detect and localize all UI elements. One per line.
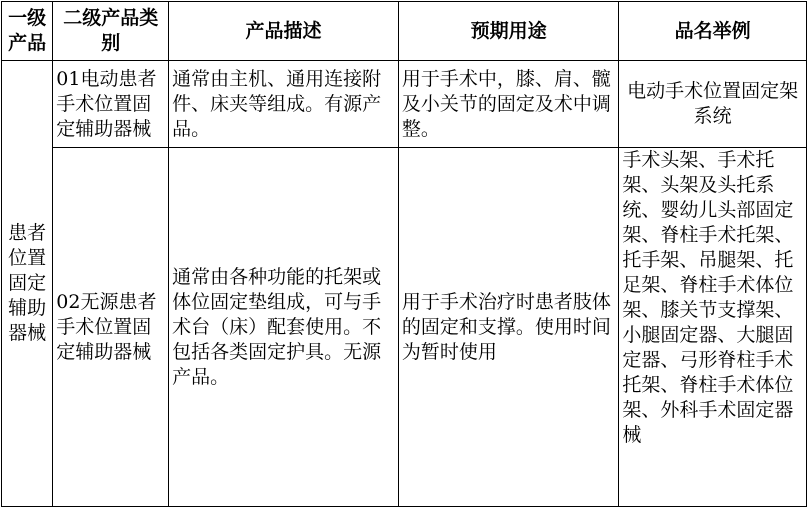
intended-use-cell: 用于手术中，膝、肩、髋及小关节的固定及术中调整。 [398, 61, 618, 148]
subcategory-cell: 01电动患者手术位置固定辅助器械 [53, 61, 169, 148]
header-first-level-product: 一级产品 [2, 2, 53, 61]
header-product-description: 产品描述 [169, 2, 399, 61]
examples-cell: 手术头架、手术托架、头架及头托系统、婴幼儿头部固定架、脊柱手术托架、托手架、吊腿架、托足架、脊柱手术体位架、膝关节支撑架、小腿固定器、大腿固定器、弓形脊柱手术托架、脊柱手术体位架、外科手术固定器械 [619, 148, 807, 507]
header-product-name-examples: 品名举例 [619, 2, 807, 61]
first-level-category-cell: 患者位置固定辅助器械 [2, 61, 53, 507]
subcategory-cell: 02无源患者手术位置固定辅助器械 [53, 148, 169, 507]
intended-use-cell: 用于手术治疗时患者肢体的固定和支撑。使用时间为暂时使用 [398, 148, 618, 507]
table-row [2, 61, 807, 148]
table-row [2, 148, 807, 507]
header-row [2, 2, 807, 61]
product-classification-table [1, 1, 807, 507]
examples-cell: 电动手术位置固定架系统 [619, 61, 807, 148]
header-intended-use: 预期用途 [398, 2, 618, 61]
description-cell: 通常由各种功能的托架或体位固定垫组成，可与手术台（床）配套使用。不包括各类固定护具。无源产品。 [169, 148, 399, 507]
header-second-level-category: 二级产品类别 [53, 2, 169, 61]
description-cell: 通常由主机、通用连接附件、床夹等组成。有源产品。 [169, 61, 399, 148]
